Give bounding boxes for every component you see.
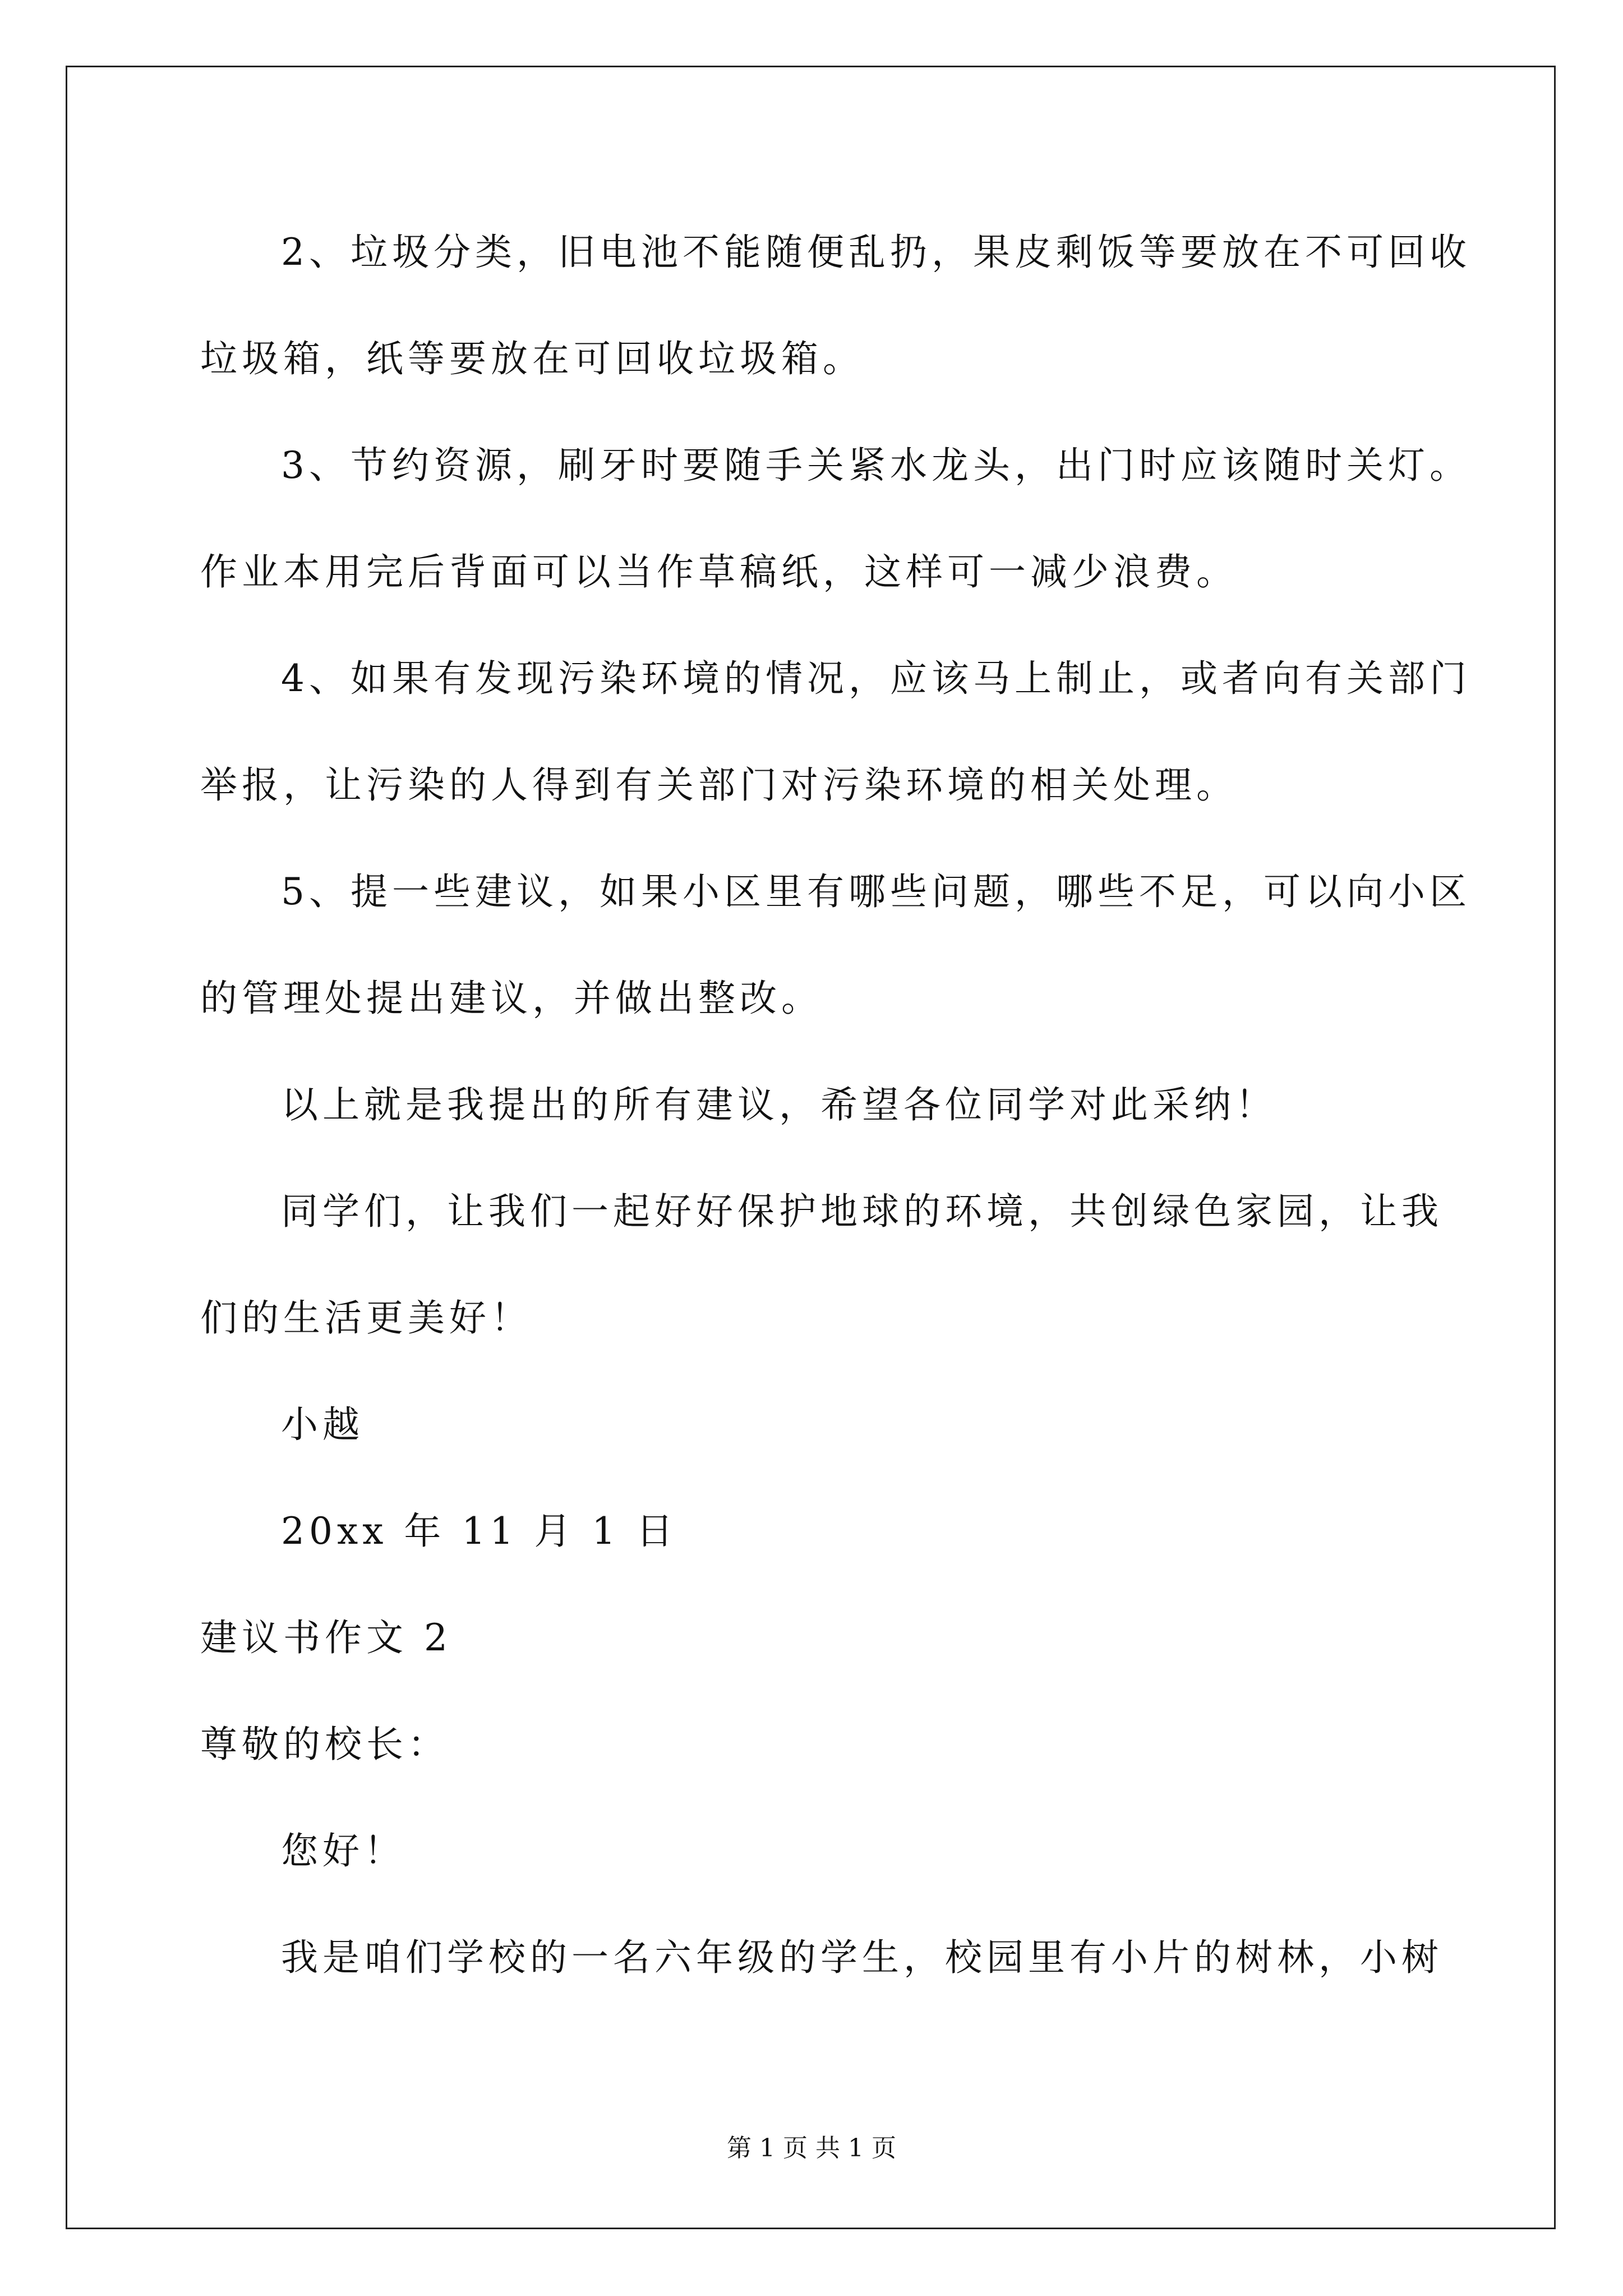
paragraph-line: 作业本用完后背面可以当作草稿纸，这样可一减少浪费。 <box>200 550 1238 593</box>
paragraph-line: 我是咱们学校的一名六年级的学生，校园里有小片的树林，小树 <box>281 1936 1443 1979</box>
page-number-footer: 第 1 页 共 1 页 <box>727 2134 896 2162</box>
paragraph-line: 的管理处提出建议，并做出整改。 <box>200 977 823 1020</box>
paragraph-line: 5、提一些建议，如果小区里有哪些问题，哪些不足，可以向小区 <box>281 870 1471 913</box>
paragraph-line: 垃圾箱，纸等要放在可回收垃圾箱。 <box>200 337 864 380</box>
paragraph-line: 同学们，让我们一起好好保护地球的环境，共创绿色家园，让我 <box>281 1190 1443 1233</box>
paragraph-line: 们的生活更美好！ <box>200 1296 532 1340</box>
greeting: 您好！ <box>281 1829 405 1872</box>
page-frame <box>66 66 1556 2229</box>
paragraph-line: 2、垃圾分类，旧电池不能随便乱扔，果皮剩饭等要放在不可回收 <box>281 231 1471 274</box>
paragraph-line: 4、如果有发现污染环境的情况，应该马上制止，或者向有关部门 <box>281 657 1471 700</box>
signature-name: 小越 <box>281 1403 364 1446</box>
section-heading: 建议书作文 2 <box>200 1616 452 1659</box>
paragraph-line: 以上就是我提出的所有建议，希望各位同学对此采纳！ <box>281 1083 1277 1126</box>
paragraph-line: 举报，让污染的人得到有关部门对污染环境的相关处理。 <box>200 763 1238 807</box>
salutation: 尊敬的校长： <box>200 1723 449 1766</box>
paragraph-line: 3、节约资源，刷牙时要随手关紧水龙头，出门时应该随时关灯。 <box>281 444 1471 487</box>
date-line: 20xx 年 11 月 1 日 <box>281 1510 678 1553</box>
